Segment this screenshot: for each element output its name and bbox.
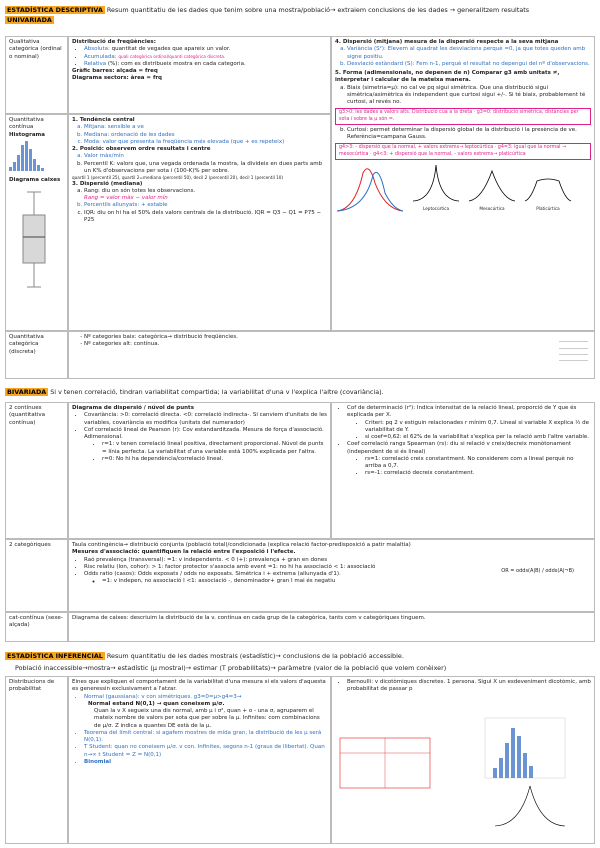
quant-discreta-content	[68, 331, 595, 379]
determinacio-item: • Cof de determinació (r²): Indica intensitat de la relació lineal, proporció de Y que és explicada per X.	[347, 405, 591, 420]
skew-curve-icon	[335, 163, 405, 213]
absoluta-item: • Absoluta: quantitat de vegades que apareix un valor.	[84, 46, 327, 53]
biv-row3-label: cat-contínua (sexe-alçada)	[9, 615, 63, 629]
quant-continua-content	[68, 114, 331, 331]
eines-text: Eines que expliquen el comportament de la variabilitat d'una mesura si els valors d'aquesta es generessin exclusivament a l'atzar.	[72, 679, 326, 693]
posicio-title: 2. Posició: observem ordre resultats i centre	[72, 146, 211, 152]
inferencial-intro: Resum quantitatiu de les dades mostrals (estadístic)→ conclusions de la població accessible.	[106, 652, 404, 660]
normal-sub: Quan la v X segueix una dis normal, amb µ i σ², quan + o - una σ, agruparem el mateix nombre de valors per sota que per sobre la µ. Infinites: com combinacions de µ/σ. Z indica a quantes DE està de la µ.	[94, 708, 320, 729]
qualitativa-label: Qualitativa categòrica (ordinal o nominal)	[9, 39, 62, 60]
discreta-item-1: - Nº categories baix: categòrica→ distribució freqüències.	[84, 334, 591, 341]
biv-row1-label-cell	[5, 402, 68, 539]
biv-row3-content	[68, 612, 595, 642]
biv-row1-label: 2 contínues (quantitativa contínua)	[9, 405, 46, 426]
biaix-item: a. Biaix (simetria=µ): no cal ve pq sigui simètrica. Que una distribució sigui simètrica/asimètrica és independent que curtosi sigui +/-. Si té biaix, probablement té curtosi, al revés no.	[347, 85, 591, 107]
bivariada-title: BIVARIADA	[7, 388, 47, 396]
relativa-item: • Relativa (%): com es distribueix mostra en cada categoria.	[84, 61, 327, 68]
inferencial-header	[5, 652, 404, 660]
grafic-barres: Gràfic barres: alçada = freq	[72, 68, 158, 74]
forma-title: 5. Forma (adimensionals, no depenen de n) Comparar g3 amb unitats ≠, interpretar i calcular de la mateixa manera.	[335, 70, 560, 84]
qualitativa-label-cell	[5, 36, 68, 114]
percentil-k-item: b. Percentil K: valors que, una vegada ordenada la mostra, la divideix en dues parts amb un K% d'observacions per sota i (100-K)% per sobre.	[84, 161, 327, 176]
rao-prevalenca-item: • Raó prevalença (transversal): =1: v independents. < 0 (+): prevalença + gran en dones	[84, 557, 484, 564]
boxplot-chart	[9, 187, 59, 297]
tlc-item: • Teorema del límit central: si agafem mostres de mida gran, la distribució de les µ serà N(0,1).	[84, 730, 327, 745]
descriptiva-header	[5, 6, 529, 14]
biv-row2-label-cell	[5, 539, 68, 612]
risc-relatiu-item: • Risc relatiu (lon, cohor): > 1: factor protector s'associa amb event =1: no hi ha associació < 1: associació	[84, 564, 484, 571]
mediana-item: b. Mediana: ordenació de les dades	[84, 132, 327, 139]
rang-formula: Rang = valor màx − valor mín	[84, 195, 168, 202]
inferencial-bullet: Població inaccessible→mostra→ estadístic (µ mostral)→ estimar (T probabilitats)→ paràmetre (valor de la població que volem conèixer)	[15, 664, 447, 672]
valor-maxmin-item: a. Valor màx/mín	[84, 153, 327, 160]
biv-row3-label-cell	[5, 612, 68, 642]
infer-label-cell	[5, 676, 68, 844]
caixes-description: Diagrama de caixes: descriuim la distribució de la v. contínua en cada grup de la categòrica, tants com v categòriques tinguem.	[72, 615, 426, 621]
univariada-title: UNIVARIADA	[7, 16, 52, 24]
bernoulli-item: • Bernoulli: v dicotòmiques discretes. 1 persona. Sigui X un esdeveniment dicotòmic, amb probabilitat de passar p	[347, 679, 591, 694]
leptocurtica-curve	[411, 163, 461, 203]
iqr-item: c. IQR: diu on hi ha el 50% dels valors centrals de la distribució. IQR = Q3 − Q1 = P75 − P25	[84, 210, 327, 225]
desviacio-item: b. Desviació estàndard (S): Fem n-1, perquè el resultat no depengui del nº d'observacions.	[347, 61, 591, 68]
biv-row1-right	[331, 402, 595, 539]
moda-item: c. Moda: valor que presenta la freqüència més elevada (que + es repeteix)	[84, 139, 327, 146]
normal-item: • Normal (gaussiana): v con simètriques. g3=0=µ>g4=3→	[84, 694, 327, 701]
percentil-note: quartil 1 (percentil 25), quartil 2=mediana (percentil 50), decil 2 (percentil 20), decil 1 (percentil 10)	[72, 175, 284, 180]
quant-continua-label: Quantitativa contínua	[9, 117, 44, 131]
distr-freq-title: Distribució de freqüències:	[72, 39, 156, 45]
percentils-allunyats-item: b. Percentils allunyats: + estable	[84, 202, 327, 209]
quant-discreta-label: Quantitativa categòrica (discreta)	[9, 334, 44, 355]
rsm1-item: • rs=-1: correlació decreix constantment.	[365, 470, 591, 477]
dispersio-forma-content	[331, 36, 595, 331]
rs1-item: • rs=1: correlació creix constantment. No considerem com a lineal perquè no arriba a 0,7.	[365, 456, 591, 471]
descriptiva-intro: Resum quantitatiu de les dades que tenim sobre una mostra/població→ extraiem conclusions de les dades → generalitzem resultats	[106, 6, 530, 14]
biv-row2-label: 2 categòriques	[9, 542, 51, 548]
mitjana-item: a. Mitjana: sensible a ve	[84, 124, 327, 131]
odds-ratio-item: • Odds ratio (casos): Odds exposats / odds no exposats. Simètrica i + extrema (allunyada d'1).	[84, 571, 484, 578]
biaix-note: g3>0: les dades a valors alts. Distribució cua a la dreta · g3=0: distribució simètrica, distàncies per sota i sobre la µ són =.	[335, 108, 591, 125]
normal-std: Normal estand N(0,1) → quan coneixem µ/σ.	[88, 700, 225, 707]
infer-right	[331, 676, 595, 844]
acumulada-item: • Acumulada: quali categòrica ordinal/quanti categòrica discreta.	[84, 54, 327, 61]
odds-sub-item: ◦ =1: v indepen, no associació I <1: associació -, denominador+ gran I mai és negatiu	[102, 578, 591, 585]
curtosi-item: b. Curtosi: permet determinar la dispersió global de la distribució i la presència de ve. Referència=campana Gauss.	[347, 127, 591, 142]
tendencia-title: 1. Tendència central	[72, 117, 135, 123]
bivariada-intro: Si v tenen correlació, tindran variabilitat compartida; la variabilitat d'una v l'explica l'altre (covariància).	[50, 388, 384, 396]
mesures-associacio: Mesures d'associació: quantifiquen la relació entre l'exposició i l'efecte.	[72, 549, 296, 556]
bivariada-header	[5, 388, 384, 396]
curve-label-lepto: Leptocúrtica	[422, 206, 450, 212]
or-formula: OR = odds(A|B) / odds(A|¬B)	[501, 568, 574, 574]
kurtosis-curves	[335, 163, 591, 213]
binomial-item: • Binomial	[84, 759, 327, 766]
taula-contingencia: Taula contingència→ distribució conjunta (població total)/condicionada (explica relació factor-predisposició a patir malaltia)	[72, 542, 411, 548]
platicurtica-curve	[523, 163, 573, 203]
infer-label: Distribucions de probabilitat	[9, 679, 55, 693]
pearson-r1-item: • r=1: v tenen correlació lineal positiva, directament proporcional. Núvol de punts = línia perfecta. La variabilitat d'una variable està 100% explicada per l'altra.	[102, 441, 327, 456]
biv-row1-left	[68, 402, 331, 539]
summary-mini-table	[559, 336, 588, 361]
histogram-chart	[9, 141, 64, 171]
curve-label-meso: Mesocúrtica	[479, 206, 505, 212]
diagrama-caixes-label: Diagrama caixes	[9, 177, 61, 183]
quant-continua-label-cell	[5, 114, 68, 331]
descriptiva-title: ESTADÍSTICA DESCRIPTIVA	[7, 6, 103, 14]
histograma-label: Histograma	[9, 131, 45, 138]
rang-item: a. Rang: diu on són totes les observacions. Rang = valor màx − valor mín	[84, 188, 327, 203]
qualitativa-content	[68, 36, 331, 114]
spearman-item: • Coef correlació rangs Spearman (rs): diu si relació v creix/decreix monòtonament (independent de si és lineal)	[347, 441, 591, 456]
inferencial-title: ESTADÍSTICA INFERENCIAL	[7, 652, 103, 660]
tstudent-item: • T Student: quan no coneixem µ/σ. v con. Infinites, segons n-1 (graus de llibertat). Quan n→∞ t Student = Z = N(0,1)	[84, 744, 327, 759]
pearson-item: • Cof correlació lineal de Pearson (r): Cov estandarditzada. Mesura de força d'associació. Adimensional.	[84, 427, 327, 442]
quant-discreta-label-cell	[5, 331, 68, 379]
variancia-item: a. Variància (S²): Elevem al quadrat les desviacions perquè =0, ja que totes queden amb signe positiu.	[347, 46, 591, 61]
curve-label-plati: Platicúrtica	[536, 206, 560, 212]
diagrama-sectors: Diagrama sectors: àrea = frq	[72, 75, 162, 82]
discreta-item-2: - Nº categories alt: contínua.	[84, 341, 591, 348]
dispersio4-title: 4. Dispersió (mitjana) mesura de la dispersió respecte a la seva mitjana	[335, 39, 559, 45]
biv-row2-content	[68, 539, 595, 612]
pearson-r0-item: • r=0: No hi ha dependència/correlació lineal.	[102, 456, 327, 463]
infer-left	[68, 676, 331, 844]
curtosi-note: g4>3: - dispersió que la normal, + valors extrems→ leptocúrtica · g4=3: igual que la normal → mesocúrtica · g4<3: + dispersió que la normal, - valors extrems→ platicúrtica	[335, 143, 591, 160]
dispersio-diagram-title: Diagrama de dispersió / núvol de punts	[72, 405, 194, 411]
criteri-item: • Criteri: pq 2 v estiguin relacionades r mínim 0,7. Lineal si variable X explica ½ de variabilitat de Y.	[365, 420, 591, 435]
mesocurtica-curve	[467, 163, 517, 203]
dispersio3-title: 3. Dispersió (mediana)	[72, 180, 143, 187]
coef-example-item: • si coef=0,62: el 62% de la variabilitat s'explica per la relació amb l'altre variable.	[365, 434, 591, 441]
covariancia-item: • Covariància: >0: correlació directa. <0: correlació indirecta-. Si canviem d'unitats de les variables, covariància es modifica (unitats del numerador)	[84, 412, 327, 427]
distribution-illustrations	[335, 698, 585, 828]
